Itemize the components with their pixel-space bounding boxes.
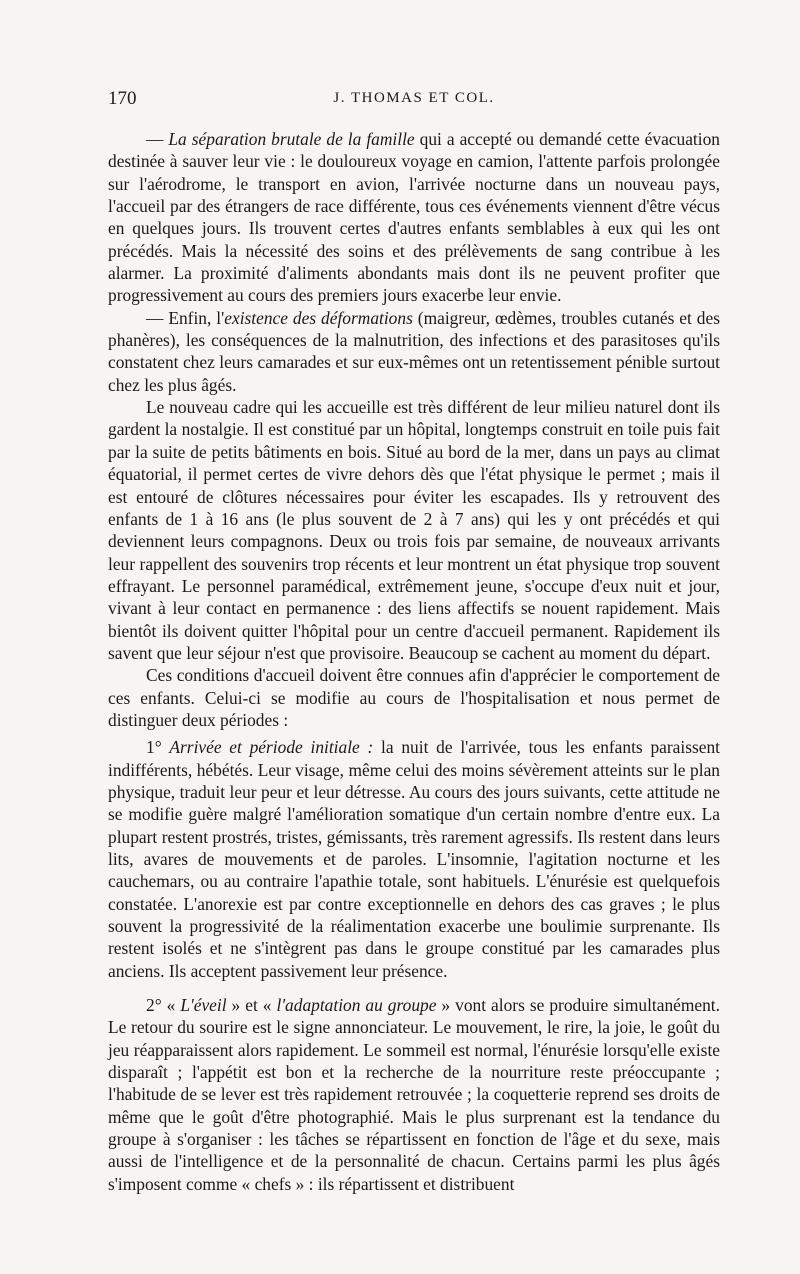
emphasis-adaptation: l'adaptation au groupe	[276, 995, 437, 1016]
body-text	[108, 128, 720, 1195]
emphasis-eveil: L'éveil	[180, 995, 227, 1016]
paragraph-period-1	[108, 736, 720, 982]
paragraph-text: la nuit de l'arrivée, tous les enfants paraissent indifférents, hébétés. Leur visage, même celui des moins sévèrement atteints sur le plan physique, traduit leur peur et leur détresse. Au cours des jours suivants, cette attitude ne se modifie guère malgré l'amélioration somatique d'un certain nombre d'entre eux. La plupart restent prostrés, tristes, gémissants, très rarement agressifs. Ils restent dans leurs lits, avares de mouvements et de paroles. L'insomnie, l'agitation nocturne et les cauchemars, ou au contraire l'apathie totale, sont habituels. L'énurésie est quelquefois constatée. L'anorexie est par contre exceptionnelle en dehors des cas graves ; le plus souvent la progressivité de la réalimentation exacerbe une boulimie surprenante. Ils restent isolés et ne s'intègrent pas dans le groupe constitué par les camarades plus anciens. Ils acceptent passivement leur présence.	[108, 737, 720, 981]
emphasis-separation: La séparation brutale de la famille	[168, 129, 415, 149]
paragraph-nouveau-cadre: Le nouveau cadre qui les accueille est très différent de leur milieu naturel dont ils gardent la nostalgie. Il est constitué par un hôpital, longtemps construit en toile puis fait par la suite de petits bâtiments en bois. Situé au bord de la mer, dans un pays au climat équatorial, il permet certes de vivre dehors dès que l'état physique le permet ; mais il est entouré de clôtures nécessaires pour éviter les escapades. Ils y retrouvent des enfants de 1 à 16 ans (le plus souvent de 2 à 7 ans) qui les y ont précédés et qui deviennent leurs compagnons. Deux ou trois fois par semaine, de nouveaux arrivants leur rappellent des souvenirs trop récents et leur montrent un état physique trop souvent effrayant. Le personnel paramédical, extrêmement jeune, s'occupe d'eux nuit et jour, vivant à leur contact en permanence : des liens affectifs se nouent rapidement. Mais bientôt ils doivent quitter l'hôpital pour un centre d'accueil permanent. Rapidement ils savent que leur séjour n'est que provisoire. Beaucoup se cachent au moment du départ.	[108, 397, 720, 663]
paragraph-separation	[108, 128, 720, 307]
dash-lead: —	[146, 129, 169, 149]
page-number: 170	[108, 88, 137, 109]
paragraph-period-2	[108, 994, 720, 1195]
section-number: 1°	[146, 737, 170, 758]
running-head: J. THOMAS ET COL.	[333, 90, 495, 106]
dash-lead: — Enfin, l'	[146, 307, 225, 328]
paragraph-deformations	[108, 307, 720, 396]
page-header	[108, 88, 720, 112]
emphasis-deformations: existence des déformations	[224, 307, 413, 328]
quote-connector: » et «	[226, 995, 277, 1016]
paragraph-text: qui a accepté ou demandé cette évacuation destinée à sauver leur vie : le douloureux voyage en camion, l'attente parfois prolongée sur l'aérodrome, le transport en avion, l'arrivée nocturne dans un nouveau pays, l'accueil par des étrangers de race différente, tous ces événements viennent d'être vécus en quelques jours. Ils trouvent certes d'autres enfants semblables à eux qui les ont précédés. Mais la nécessité des soins et des prélèvements de sang contribue à les alarmer. La proximité d'aliments abondants mais dont ils ne peuvent profiter que progressivement au cours des premiers jours exacerbe leur envie.	[108, 129, 720, 306]
paragraph-conditions: Ces conditions d'accueil doivent être connues afin d'apprécier le comportement de ces enfants. Celui-ci se modifie au cours de l'hospitalisation et nous permet de distinguer deux périodes :	[108, 665, 720, 730]
emphasis-arrivee: Arrivée et période initiale :	[169, 737, 374, 758]
section-number: 2° «	[146, 995, 181, 1016]
paragraph-text: (maigreur, œdèmes, troubles cutanés et des phanères), les conséquences de la malnutrition, des infections et des parasitoses qu'ils constatent chez leurs camarades et sur eux-mêmes ont un retentissement pénible surtout chez les plus âgés.	[108, 307, 720, 395]
paragraph-text: » vont alors se produire simultanément. Le retour du sourire est le signe annonciateur. Le mouvement, le rire, la joie, le goût du jeu réapparaissent alors rapidement. Le sommeil est normal, l'énurésie lorsqu'elle existe disparaît ; l'appétit est bon et la recherche de la nourriture reste préoccupante ; l'habitude de se lever est très rapidement retrouvée ; la coquetterie reprend ses droits de même que le goût d'être photographié. Mais le plus surprenant est la tendance du groupe à s'organiser : les tâches se répartissent en fonction de l'âge et du sexe, mais aussi de l'intelligence et de la personnalité de chacun. Certains parmi les plus âgés s'imposent comme « chefs » : ils répartissent et distribuent	[108, 995, 720, 1194]
